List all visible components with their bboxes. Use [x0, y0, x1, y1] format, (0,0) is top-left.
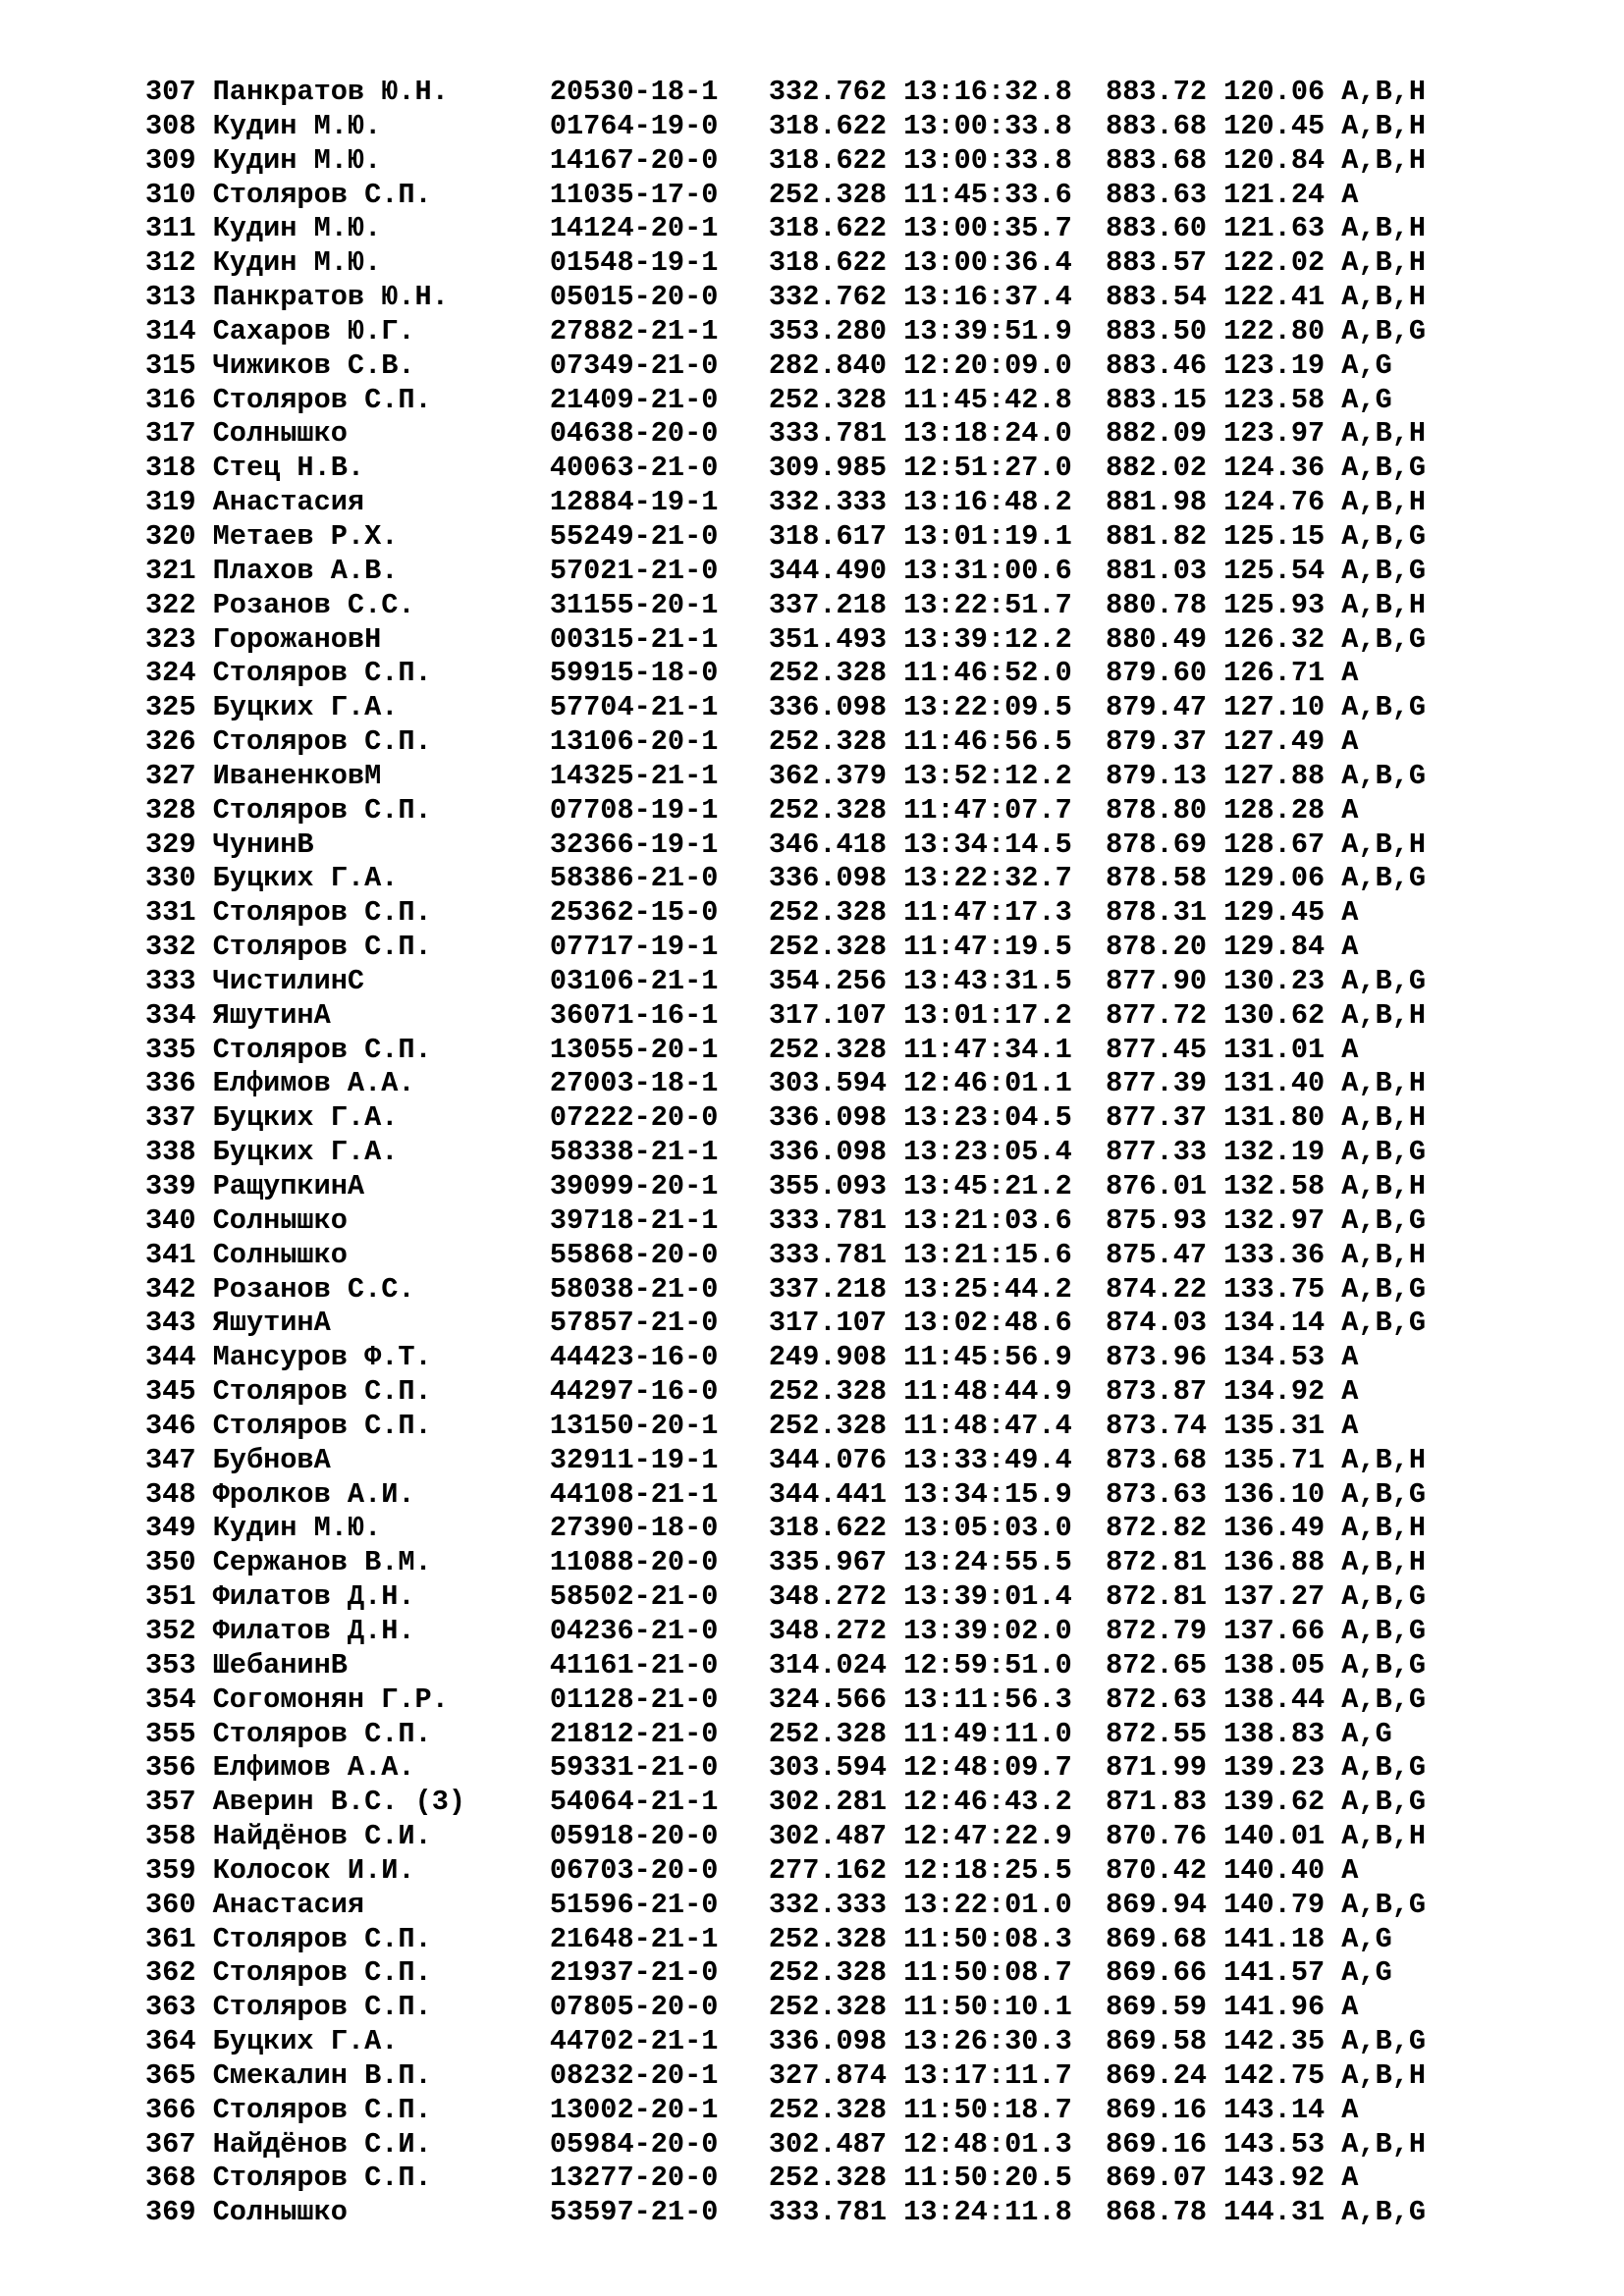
table-row: 320 Метаев Р.Х. 55249-21-0 318.617 13:01:19.1 881.82 125.15 A,B,G — [145, 519, 1427, 553]
table-row: 355 Столяров С.П. 21812-21-0 252.328 11:49:11.0 872.55 138.83 A,G — [145, 1717, 1392, 1750]
table-row: 352 Филатов Д.Н. 04236-21-0 348.272 13:39:02.0 872.79 137.66 A,B,G — [145, 1614, 1427, 1647]
table-row: 358 Найдёнов С.И. 05918-20-0 302.487 12:47:22.9 870.76 140.01 A,B,H — [145, 1820, 1427, 1853]
table-row: 312 Кудин М.Ю. 01548-19-1 318.622 13:00:36.4 883.57 122.02 A,B,H — [145, 246, 1427, 280]
table-row: 319 Анастасия 12884-19-1 332.333 13:16:48.2 881.98 124.76 A,B,H — [145, 486, 1427, 519]
table-row: 325 Буцких Г.А. 57704-21-1 336.098 13:22:09.5 879.47 127.10 A,B,G — [145, 691, 1427, 724]
table-row: 361 Столяров С.П. 21648-21-1 252.328 11:50:08.3 869.68 141.18 A,G — [145, 1922, 1392, 1955]
table-row: 330 Буцких Г.А. 58386-21-0 336.098 13:22:32.7 878.58 129.06 A,B,G — [145, 862, 1427, 895]
table-row: 356 Елфимов А.А. 59331-21-0 303.594 12:48:09.7 871.99 139.23 A,B,G — [145, 1751, 1427, 1785]
table-row: 328 Столяров С.П. 07708-19-1 252.328 11:47:07.7 878.80 128.28 A — [145, 793, 1359, 827]
table-row: 354 Согомонян Г.Р. 01128-21-0 324.566 13:11:56.3 872.63 138.44 A,B,G — [145, 1682, 1427, 1716]
table-row: 314 Сахаров Ю.Г. 27882-21-1 353.280 13:39:51.9 883.50 122.80 A,B,G — [145, 314, 1427, 347]
table-row: 360 Анастасия 51596-21-0 332.333 13:22:01.0 869.94 140.79 A,B,G — [145, 1888, 1427, 1921]
table-row: 357 Аверин В.С. (3) 54064-21-1 302.281 12:46:43.2 871.83 139.62 A,B,G — [145, 1786, 1427, 1819]
table-row: 333 ЧистилинС 03106-21-1 354.256 13:43:31.5 877.90 130.23 A,B,G — [145, 964, 1427, 997]
table-row: 331 Столяров С.П. 25362-15-0 252.328 11:47:17.3 878.31 129.45 A — [145, 896, 1359, 930]
table-row: 350 Сержанов В.М. 11088-20-0 335.967 13:24:55.5 872.81 136.88 A,B,H — [145, 1546, 1427, 1579]
table-row: 362 Столяров С.П. 21937-21-0 252.328 11:50:08.7 869.66 141.57 A,G — [145, 1956, 1392, 1990]
table-row: 336 Елфимов А.А. 27003-18-1 303.594 12:46:01.1 877.39 131.40 A,B,H — [145, 1067, 1427, 1100]
table-row: 365 Смекалин В.П. 08232-20-1 327.874 13:17:11.7 869.24 142.75 A,B,H — [145, 2058, 1427, 2092]
table-row: 315 Чижиков С.В. 07349-21-0 282.840 12:20:09.0 883.46 123.19 A,G — [145, 348, 1392, 382]
table-row: 340 Солнышко 39718-21-1 333.781 13:21:03.6 875.93 132.97 A,B,G — [145, 1203, 1427, 1237]
table-row: 368 Столяров С.П. 13277-20-0 252.328 11:50:20.5 869.07 143.92 A — [145, 2162, 1359, 2195]
table-row: 316 Столяров С.П. 21409-21-0 252.328 11:45:42.8 883.15 123.58 A,G — [145, 383, 1392, 416]
table-row: 363 Столяров С.П. 07805-20-0 252.328 11:50:10.1 869.59 141.96 A — [145, 1991, 1359, 2024]
table-row: 322 Розанов С.С. 31155-20-1 337.218 13:22:51.7 880.78 125.93 A,B,H — [145, 588, 1427, 621]
table-row: 311 Кудин М.Ю. 14124-20-1 318.622 13:00:35.7 883.60 121.63 A,B,H — [145, 212, 1427, 245]
table-row: 364 Буцких Г.А. 44702-21-1 336.098 13:26:30.3 869.58 142.35 A,B,G — [145, 2025, 1427, 2058]
table-row: 347 БубновА 32911-19-1 344.076 13:33:49.4 873.68 135.71 A,B,H — [145, 1443, 1427, 1476]
table-row: 339 РащупкинА 39099-20-1 355.093 13:45:21.2 876.01 132.58 A,B,H — [145, 1170, 1427, 1202]
table-row: 324 Столяров С.П. 59915-18-0 252.328 11:46:52.0 879.60 126.71 A — [145, 657, 1359, 690]
results-table — [145, 76, 1559, 2230]
table-row: 313 Панкратов Ю.Н. 05015-20-0 332.762 13:16:37.4 883.54 122.41 A,B,H — [145, 281, 1427, 314]
table-row: 323 ГорожановН 00315-21-1 351.493 13:39:12.2 880.49 126.32 A,B,G — [145, 622, 1427, 656]
table-row: 307 Панкратов Ю.Н. 20530-18-1 332.762 13:16:32.8 883.72 120.06 A,B,H — [145, 76, 1427, 108]
table-row: 335 Столяров С.П. 13055-20-1 252.328 11:47:34.1 877.45 131.01 A — [145, 1033, 1359, 1066]
table-row: 349 Кудин М.Ю. 27390-18-0 318.622 13:05:03.0 872.82 136.49 A,B,H — [145, 1512, 1427, 1545]
table-row: 348 Фролков А.И. 44108-21-1 344.441 13:34:15.9 873.63 136.10 A,B,G — [145, 1477, 1427, 1511]
table-row: 318 Стец Н.В. 40063-21-0 309.985 12:51:27.0 882.02 124.36 A,B,G — [145, 452, 1427, 485]
table-row: 342 Розанов С.С. 58038-21-0 337.218 13:25:44.2 874.22 133.75 A,B,G — [145, 1272, 1427, 1306]
table-row: 341 Солнышко 55868-20-0 333.781 13:21:15.6 875.47 133.36 A,B,H — [145, 1238, 1427, 1271]
table-row: 338 Буцких Г.А. 58338-21-1 336.098 13:23:05.4 877.33 132.19 A,B,G — [145, 1136, 1427, 1169]
table-row: 351 Филатов Д.Н. 58502-21-0 348.272 13:39:01.4 872.81 137.27 A,B,G — [145, 1580, 1427, 1614]
table-row: 329 ЧунинВ 32366-19-1 346.418 13:34:14.5 878.69 128.67 A,B,H — [145, 828, 1427, 861]
table-row: 327 ИваненковМ 14325-21-1 362.379 13:52:12.2 879.13 127.88 A,B,G — [145, 759, 1427, 792]
table-row: 345 Столяров С.П. 44297-16-0 252.328 11:48:44.9 873.87 134.92 A — [145, 1375, 1359, 1409]
table-row: 337 Буцких Г.А. 07222-20-0 336.098 13:23:04.5 877.37 131.80 A,B,H — [145, 1101, 1427, 1135]
table-row: 309 Кудин М.Ю. 14167-20-0 318.622 13:00:33.8 883.68 120.84 A,B,H — [145, 143, 1427, 177]
table-row: 346 Столяров С.П. 13150-20-1 252.328 11:48:47.4 873.74 135.31 A — [145, 1409, 1359, 1442]
table-row: 353 ШебанинВ 41161-21-0 314.024 12:59:51.0 872.65 138.05 A,B,G — [145, 1648, 1427, 1682]
table-row: 366 Столяров С.П. 13002-20-1 252.328 11:50:18.7 869.16 143.14 A — [145, 2093, 1359, 2126]
table-row: 334 ЯшутинА 36071-16-1 317.107 13:01:17.2 877.72 130.62 A,B,H — [145, 998, 1427, 1032]
table-row: 344 Мансуров Ф.Т. 44423-16-0 249.908 11:45:56.9 873.96 134.53 A — [145, 1341, 1359, 1374]
table-row: 359 Колосок И.И. 06703-20-0 277.162 12:18:25.5 870.42 140.40 A — [145, 1853, 1359, 1887]
table-row: 321 Плахов А.В. 57021-21-0 344.490 13:31:00.6 881.03 125.54 A,B,G — [145, 554, 1427, 587]
table-row: 317 Солнышко 04638-20-0 333.781 13:18:24.0 882.09 123.97 A,B,H — [145, 417, 1427, 451]
table-row: 343 ЯшутинА 57857-21-0 317.107 13:02:48.6 874.03 134.14 A,B,G — [145, 1307, 1427, 1340]
table-row: 367 Найдёнов С.И. 05984-20-0 302.487 12:48:01.3 869.16 143.53 A,B,H — [145, 2127, 1427, 2161]
table-row: 310 Столяров С.П. 11035-17-0 252.328 11:45:33.6 883.63 121.24 A — [145, 178, 1359, 211]
table-row: 326 Столяров С.П. 13106-20-1 252.328 11:46:56.5 879.37 127.49 A — [145, 725, 1359, 759]
table-row: 308 Кудин М.Ю. 01764-19-0 318.622 13:00:33.8 883.68 120.45 A,B,H — [145, 109, 1427, 142]
table-row: 332 Столяров С.П. 07717-19-1 252.328 11:47:19.5 878.20 129.84 A — [145, 931, 1359, 964]
table-row: 369 Солнышко 53597-21-0 333.781 13:24:11.8 868.78 144.31 A,B,G — [145, 2196, 1427, 2229]
